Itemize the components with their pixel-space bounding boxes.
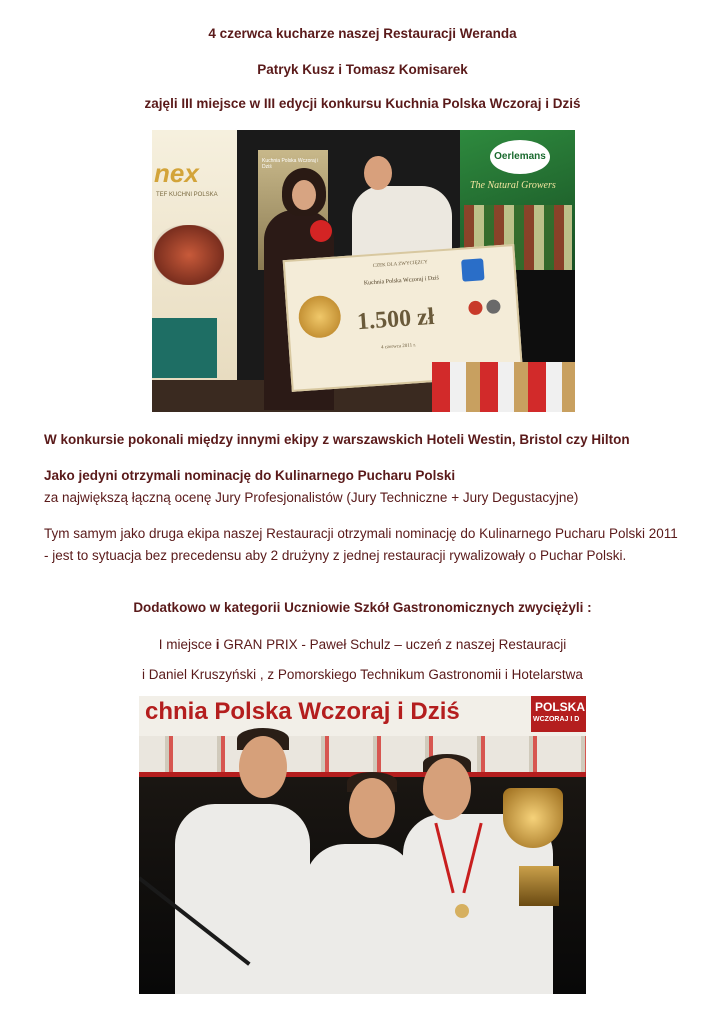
red-flower [310, 220, 332, 242]
headline-date: 4 czerwca kucharze naszej Restauracji Weranda [208, 26, 517, 41]
chef-middle [305, 844, 415, 994]
oerlemans-logo: Oerlemans [490, 140, 550, 174]
chef-middle-face [349, 778, 395, 838]
gold-coin-icon [297, 294, 342, 339]
sponsor-logos-strip [139, 736, 586, 772]
sponsor-logo-text: nex [154, 158, 199, 188]
headline-award: zajęli III miejsce w III edycji konkursu Kuchnia Polska Wczoraj i Dziś [144, 96, 581, 111]
banner-right-text-2: WCZORAJ I D [533, 716, 580, 723]
cheque-amount: 1.500 zł [356, 303, 436, 336]
sponsor-sub-text: TEF KUCHNI POLSKA [156, 192, 218, 198]
medal-icon [455, 904, 469, 918]
paragraph-nomination-bold: Jako jedyni otrzymali nominację do Kulinarnego Pucharu Polski [44, 468, 456, 483]
banner-right-text-1: POLSKA [535, 700, 586, 714]
chef-right-face [423, 758, 471, 820]
sponsor-logo-icon [486, 299, 501, 314]
chef-left [175, 804, 310, 994]
students-winner-line [0, 637, 725, 652]
paragraph-second-team-2: - jest to sytuacja bez precedensu aby 2 drużyny z jednej restauracji rywalizowały o Puchar Polski. [44, 548, 627, 563]
winner-place: I miejsce [158, 637, 216, 652]
woman-face [292, 180, 316, 210]
food-image [154, 225, 224, 285]
contest-banner-text: chnia Polska Wczoraj i Dziś [145, 698, 460, 725]
paragraph-competition: W konkursie pokonali między innymi ekipy z warszawskich Hoteli Westin, Bristol czy Hilton [44, 432, 630, 447]
unilever-logo-icon [461, 258, 484, 281]
teal-table [152, 318, 217, 378]
photo-winners [139, 696, 586, 994]
winner-details: GRAN PRIX - Paweł Schulz – uczeń z naszej Restauracji [219, 637, 567, 652]
students-heading: Dodatkowo w kategorii Uczniowie Szkół Gastronomicznych zwyciężyli : [133, 600, 592, 615]
photo-award-ceremony [152, 130, 575, 412]
winner-i: i [215, 637, 220, 652]
headline-names: Patryk Kusz i Tomasz Komisarek [257, 62, 468, 77]
chef-face [364, 156, 392, 190]
paragraph-second-team-1: Tym samym jako druga ekipa naszej Restauracji otrzymali nominację do Kulinarnego Pucharu Polski 2011 [44, 526, 678, 541]
cheque-date: 4 czerwca 2011 r. [380, 343, 417, 351]
cheque-head: CZEK DLA ZWYCIĘZCY [372, 260, 428, 269]
trophy-base [519, 866, 559, 906]
sponsor-logo-icon [468, 300, 483, 315]
paragraph-nomination-reason: za największą łączną ocenę Jury Profesjonalistów (Jury Techniczne + Jury Degustacyjne) [44, 490, 579, 505]
chef-left-face [239, 736, 287, 798]
contest-banner-text: Kuchnia Polska Wczoraj i Dziś [262, 158, 319, 170]
students-second-line: i Daniel Kruszyński , z Pomorskiego Technikum Gastronomii i Hotelarstwa [142, 667, 583, 682]
trophy-icon [503, 788, 563, 848]
oerlemans-tagline: The Natural Growers [470, 180, 556, 191]
cheque-title: Kuchnia Polska Wczoraj i Dziś [363, 275, 440, 287]
gift-bags [432, 362, 575, 412]
